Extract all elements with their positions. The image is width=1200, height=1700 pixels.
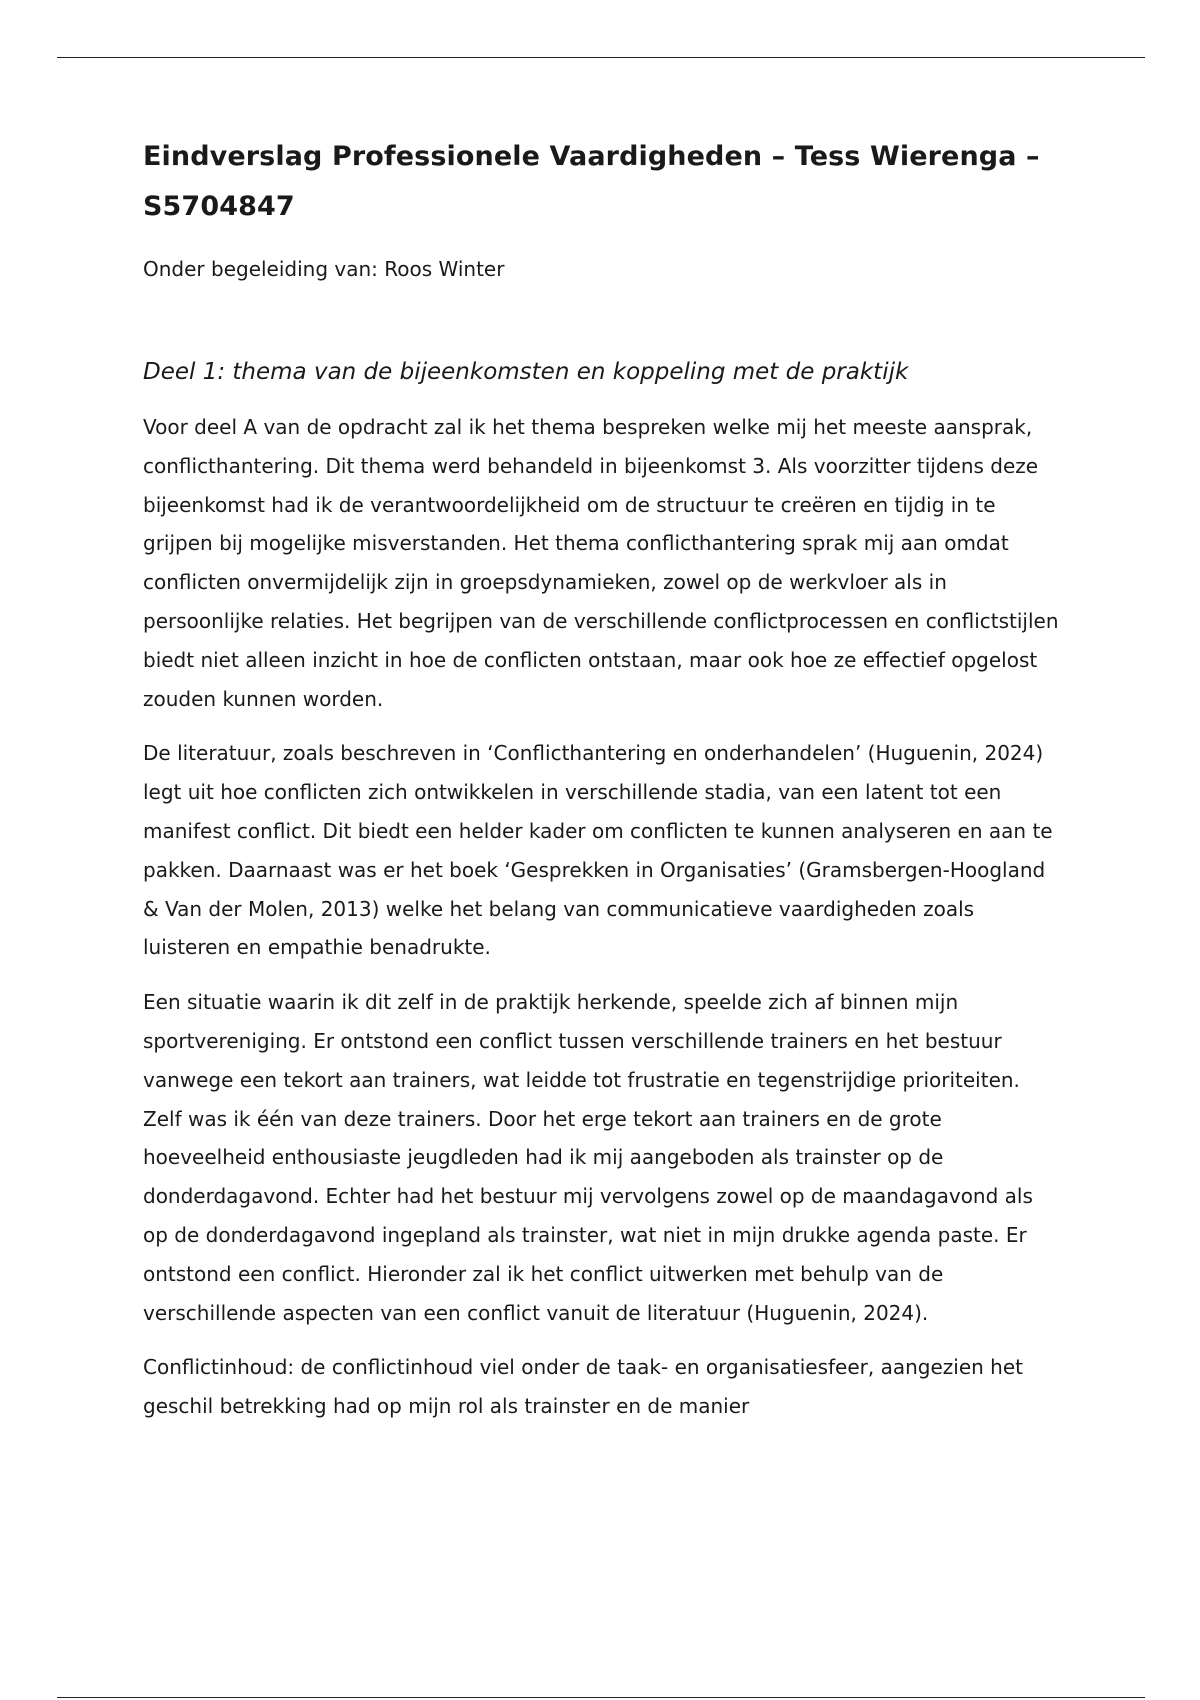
document-title: Eindverslag Professionele Vaardigheden – Tess Wierenga – S5704847 — [143, 141, 1040, 222]
top-rule — [57, 57, 1145, 58]
supervisor-line: Onder begeleiding van: Roos Winter — [143, 257, 505, 281]
bottom-rule — [57, 1697, 1145, 1698]
section-heading: Deel 1: thema van de bijeenkomsten en koppeling met de praktijk — [143, 359, 909, 385]
paragraph: Conflictinhoud: de conflictinhoud viel onder de taak- en organisatiesfeer, aangezien het geschil betrekking had op mijn rol als trainster en de manier — [143, 1355, 1023, 1419]
paragraph: De literatuur, zoals beschreven in ‘Conflicthantering en onderhandelen’ (Huguenin, 2024) legt uit hoe conflicten zich ontwikkelen in verschillende stadia, van een latent tot een manifest conflict. Dit biedt een helder kader om conflicten te kunnen analyseren en aan te pakken. Daarnaast was er het boek ‘Gesprekken in Organisaties’ (Gramsbergen-Hoogland & Van der Molen, 2013) welke het belang van communicatieve vaardigheden zoals luisteren en empathie benadrukte. — [143, 741, 1053, 960]
paragraph: Een situatie waarin ik dit zelf in de praktijk herkende, speelde zich af binnen mijn sportvereniging. Er ontstond een conflict tussen verschillende trainers en het bestuur vanwege een tekort aan trainers, wat leidde tot frustratie en tegenstrijdige prioriteiten. Zelf was ik één van deze trainers. Door het erge tekort aan trainers en de grote hoeveelheid enthousiaste jeugdleden had ik mij aangeboden als trainster op de donderdagavond. Echter had het bestuur mij vervolgens zowel op de maandagavond als op de donderdagavond ingepland als trainster, wat niet in mijn drukke agenda paste. Er ontstond een conflict. Hieronder zal ik het conflict uitwerken met behulp van de verschillende aspecten van een conflict vanuit de literatuur (Huguenin, 2024). — [143, 990, 1033, 1325]
paragraph: Voor deel A van de opdracht zal ik het thema bespreken welke mij het meeste aansprak, conflicthantering. Dit thema werd behandeld in bijeenkomst 3. Als voorzitter tijdens deze bijeenkomst had ik de verantwoordelijkheid om de structuur te creëren en tijdig in te grijpen bij mogelijke misverstanden. Het thema conflicthantering sprak mij aan omdat conflicten onvermijdelijk zijn in groepsdynamieken, zowel op de werkvloer als in persoonlijke relaties. Het begrijpen van de verschillende conflictprocessen en conflictstijlen biedt niet alleen inzicht in hoe de conflicten ontstaan, maar ook hoe ze effectief opgelost zouden kunnen worden. — [143, 415, 1059, 711]
document-body — [143, 132, 1063, 1426]
